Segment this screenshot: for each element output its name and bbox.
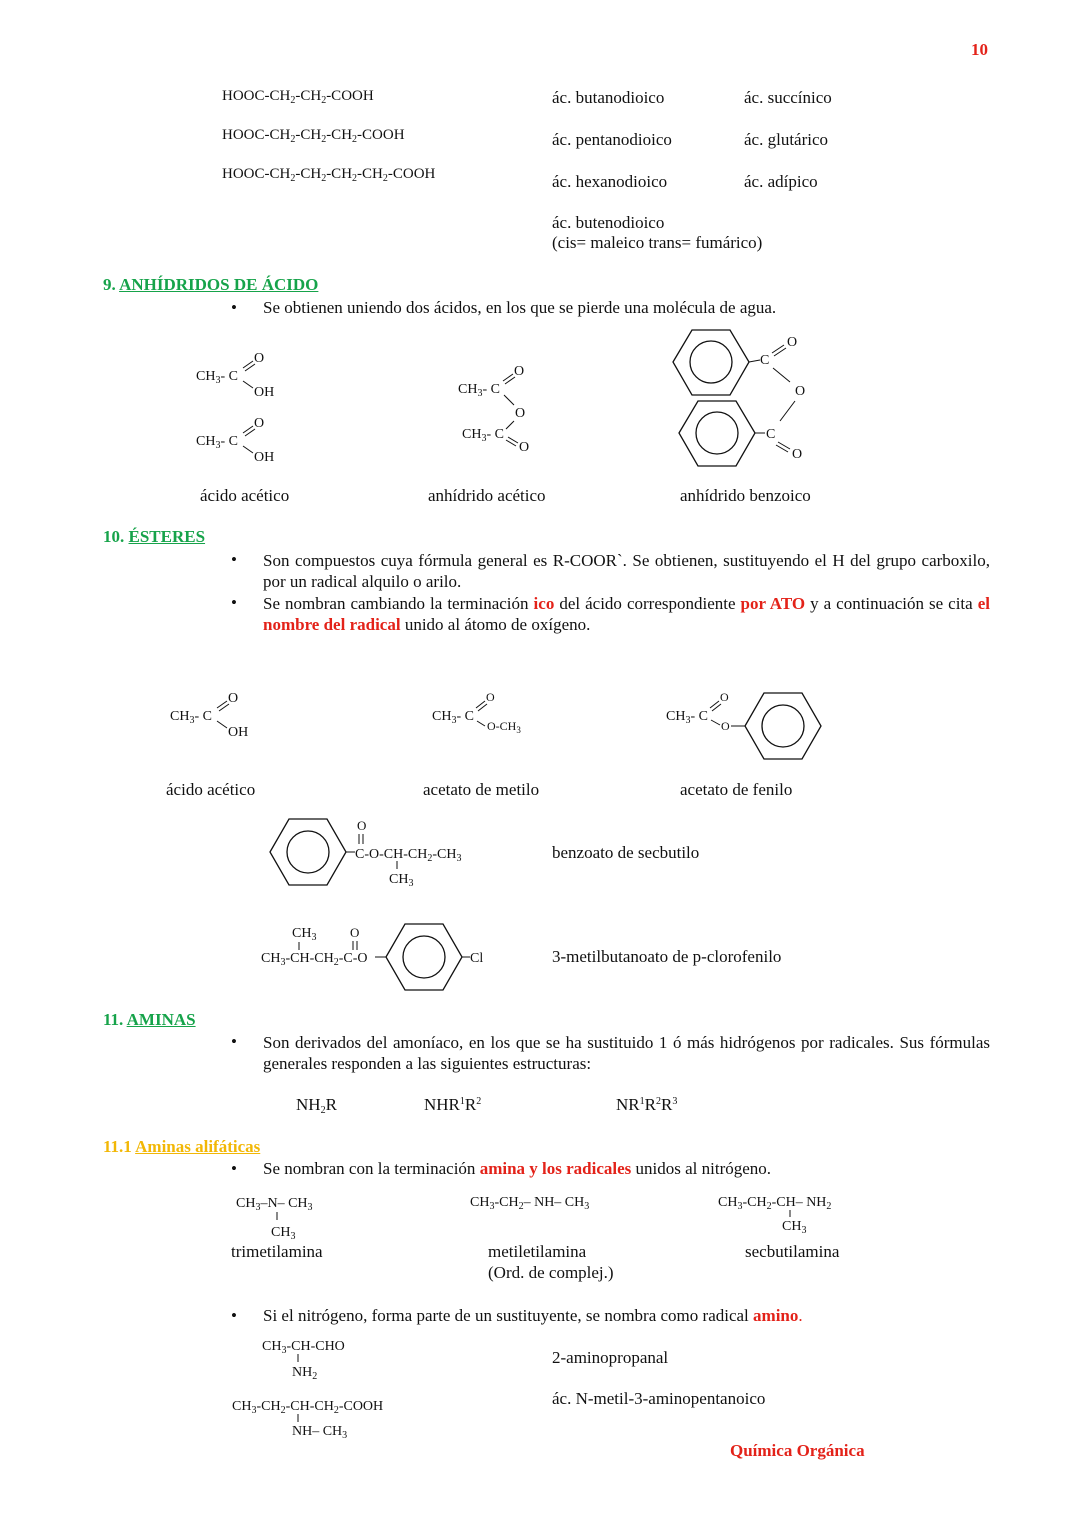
svg-text:CH3: $CH_3$ xyxy=(292,926,317,943)
svg-text:CH3- C: $CH_3-$ C xyxy=(462,427,504,444)
bullet-icon: • xyxy=(231,1306,237,1325)
section-9-bullet: Se obtienen uniendo dos ácidos, en los que se pierde una molécula de agua. xyxy=(263,298,777,317)
text-span: unidos al nitrógeno. xyxy=(631,1159,772,1178)
section-11-heading xyxy=(103,1010,196,1030)
svg-text:CH3: $CH_3$ xyxy=(389,872,414,889)
caption-acido-acetico: ácido acético xyxy=(200,486,290,505)
formula-part: R xyxy=(464,1095,477,1114)
svg-text:OH: OH xyxy=(228,725,249,740)
bullet-icon: • xyxy=(231,1159,237,1178)
iupac-name-3: ác. hexanodioico xyxy=(552,172,668,191)
svg-text:O: O xyxy=(350,925,360,940)
caption-acetato-fenilo: acetato de fenilo xyxy=(680,780,793,799)
butenodioico-note: (cis= maleico trans= fumárico) xyxy=(552,233,763,252)
svg-text:NH– CH3: NH– $CH_3$ xyxy=(292,1424,348,1441)
section-10-bullet-2 xyxy=(263,593,990,635)
section-11-title: AMINAS xyxy=(126,1010,196,1029)
svg-text:C: C xyxy=(760,353,770,368)
text-span: Se nombran cambiando la terminación xyxy=(263,594,534,613)
highlight-amina: amina y los radicales xyxy=(479,1159,632,1178)
iupac-name-4: ác. butenodioico xyxy=(552,213,665,232)
caption-acido-acetico-2: ácido acético xyxy=(166,780,256,799)
svg-text:O: O xyxy=(721,719,730,733)
highlight-por-ato: por ATO xyxy=(740,594,806,613)
svg-text:O: O xyxy=(787,335,798,350)
svg-text:O: O xyxy=(486,690,495,704)
highlight-radical: el nombre del radical xyxy=(263,594,990,634)
iupac-name-1: ác. butanodioico xyxy=(552,88,665,107)
caption-anhidrido-benzoico: anhídrido benzoico xyxy=(680,486,811,505)
chlorophenyl-ester-structure xyxy=(258,915,498,997)
svg-text:O: O xyxy=(357,818,367,833)
amine-name-2: metiletilamina xyxy=(488,1242,587,1261)
caption-anhidrido-acetico: anhídrido acético xyxy=(428,486,546,505)
svg-text:CH3-CH2-CH-CH2-COOH: $CH_3-CH_2-CH-CH_2$-COOH xyxy=(232,1399,384,1416)
svg-text:Cl: Cl xyxy=(470,951,484,966)
formula-part: R xyxy=(660,1095,673,1114)
formula-part: NR xyxy=(616,1095,640,1114)
text-span: y a continuación se cita xyxy=(805,594,978,613)
amino-name-1: 2-aminopropanal xyxy=(552,1348,669,1367)
svg-text:CH3–N– CH3: $CH_3-N-$ $CH_3$ xyxy=(236,1196,313,1213)
aliphatic-amine-structures xyxy=(0,1185,1080,1243)
svg-text:OH: OH xyxy=(254,450,275,465)
common-name-2: ác. glutárico xyxy=(744,130,829,149)
svg-text:CH3-CH2– NH– CH3: $CH_3-CH_2-$ NH– $CH_3$ xyxy=(470,1195,590,1212)
svg-text:CH3: $CH_3$ xyxy=(782,1219,807,1236)
formula-part: NH xyxy=(296,1095,321,1114)
formula-part: NHR xyxy=(424,1095,460,1114)
svg-text:C: C xyxy=(766,427,776,442)
svg-text:CH3: $CH_3$ xyxy=(271,1225,296,1242)
svg-text:CH3- C: $CH_3-$ C xyxy=(196,434,238,451)
text-span: del ácido correspondiente xyxy=(554,594,741,613)
svg-text:CH3- C: $CH_3-$ C xyxy=(170,709,212,726)
svg-text:OH: OH xyxy=(254,385,275,400)
section-10-bullet-1: Son compuestos cuya fórmula general es R-COOR`. Se obtienen, sustituyendo el H del grupo carboxilo, por un radical alquilo o arilo. xyxy=(263,551,990,591)
acetic-anhydride-structure xyxy=(458,364,529,455)
svg-text:CH3- C: $CH_3-$ C xyxy=(458,382,500,399)
section-11-1-number: 11.1 xyxy=(103,1137,132,1156)
formula-part: R xyxy=(644,1095,656,1114)
diacid-formula-1: HOOC-$CH_2-CH_2$-COOH xyxy=(222,88,374,106)
text-span: Si el nitrógeno, forma parte de un sustituyente, se nombra como radical xyxy=(263,1306,754,1325)
svg-text:O: O xyxy=(519,440,530,455)
bullet-icon: • xyxy=(231,550,237,569)
amine-formula-secondary: $NHR^1R^2$ xyxy=(424,1095,482,1114)
ester-name-2: 3-metilbutanoato de p-clorofenilo xyxy=(552,947,782,966)
secbutyl-benzoate-structure xyxy=(260,812,500,892)
text-span: . xyxy=(798,1306,803,1325)
svg-text:CH3- C: $CH_3-$ C xyxy=(196,369,238,386)
section-10-title: ÉSTERES xyxy=(128,527,206,546)
svg-text:NH2: $NH_2$ xyxy=(292,1365,318,1382)
anhydride-structures xyxy=(0,325,1080,475)
phenyl-acetate-structure xyxy=(666,690,821,759)
svg-text:CH3-CH-CH2-C-O: $CH_3-CH-CH_2-C-O$ xyxy=(261,951,368,968)
amine-formula-tertiary: $NR^1R^2R^3$ xyxy=(616,1095,678,1114)
highlight-amino: amino xyxy=(753,1306,799,1325)
section-11-1-title: Aminas alifáticas xyxy=(135,1137,261,1156)
svg-text:CH3-CH-CHO: $CH_3-CH$-CHO xyxy=(262,1339,345,1356)
iupac-name-2: ác. pentanodioico xyxy=(552,130,672,149)
section-11-bullet: Son derivados del amoníaco, en los que se ha sustituido 1 ó más hidrógenos por radicales. Sus fórmulas generales responden a las siguientes estructuras: xyxy=(263,1033,990,1073)
amine-name-1: trimetilamina xyxy=(231,1242,323,1261)
svg-text:CH3-CH2-CH– NH2: $CH_3-CH_2-CH-$ $NH_2$ xyxy=(718,1195,832,1212)
svg-text:O: O xyxy=(514,364,525,379)
svg-text:O: O xyxy=(795,384,806,399)
section-11-1-bullet-2 xyxy=(263,1306,803,1326)
highlight-ico: ico xyxy=(533,594,555,613)
page-number: 10 xyxy=(971,40,988,59)
amino-name-2: ác. N-metil-3-aminopentanoico xyxy=(552,1389,766,1408)
acetic-acid-structure-2 xyxy=(170,691,248,740)
caption-acetato-metilo: acetato de metilo xyxy=(423,780,540,799)
svg-text:O: O xyxy=(254,416,265,431)
section-10-number: 10. xyxy=(103,527,125,546)
svg-text:O: O xyxy=(254,351,265,366)
formula-part: R xyxy=(325,1095,337,1114)
section-9-heading xyxy=(103,275,318,295)
svg-text:O: O xyxy=(228,691,239,706)
svg-text:O: O xyxy=(792,447,803,462)
amino-substituent-structures xyxy=(0,1330,500,1442)
diacid-formula-3: HOOC-$CH_2-CH_2-CH_2-CH_2$-COOH xyxy=(222,166,436,184)
amine-name-3: secbutilamina xyxy=(745,1242,840,1261)
complexity-note: (Ord. de complej.) xyxy=(488,1263,614,1282)
svg-text:O: O xyxy=(720,690,729,704)
svg-text:CH3- C: $CH_3-$ C xyxy=(432,709,474,726)
acetic-acid-structure xyxy=(196,351,274,465)
svg-text:C-O-CH-CH2-CH3: $C-O-CH-CH_2-CH_3$ xyxy=(355,847,462,864)
svg-text:O-CH3: $O-CH_3$ xyxy=(487,719,521,735)
section-10-heading xyxy=(103,527,205,547)
common-name-1: ác. succínico xyxy=(744,88,832,107)
ester-name-1: benzoato de secbutilo xyxy=(552,843,700,862)
bullet-icon: • xyxy=(231,1032,237,1051)
section-11-number: 11. xyxy=(103,1010,124,1029)
text-span: unido al átomo de oxígeno. xyxy=(400,615,591,634)
diacid-formula-2: HOOC-$CH_2-CH_2-CH_2$-COOH xyxy=(222,127,405,145)
methyl-acetate-structure xyxy=(432,690,521,735)
section-9-title: ANHÍDRIDOS DE ÁCIDO xyxy=(119,275,319,294)
amine-formula-primary: $NH_2R$ xyxy=(296,1095,337,1116)
common-name-3: ác. adípico xyxy=(744,172,818,191)
section-11-1-heading xyxy=(103,1137,260,1157)
svg-text:CH3- C: $CH_3-$ C xyxy=(666,709,708,726)
footer-title: Química Orgánica xyxy=(730,1441,865,1460)
ester-structures xyxy=(0,680,1080,760)
section-11-1-bullet xyxy=(263,1159,771,1179)
text-span: Se nombran con la terminación xyxy=(263,1159,480,1178)
svg-text:O: O xyxy=(515,406,526,421)
benzoic-anhydride-structure xyxy=(673,330,805,466)
bullet-icon: • xyxy=(231,593,237,612)
section-9-number: 9. xyxy=(103,275,116,294)
bullet-icon: • xyxy=(231,298,237,317)
